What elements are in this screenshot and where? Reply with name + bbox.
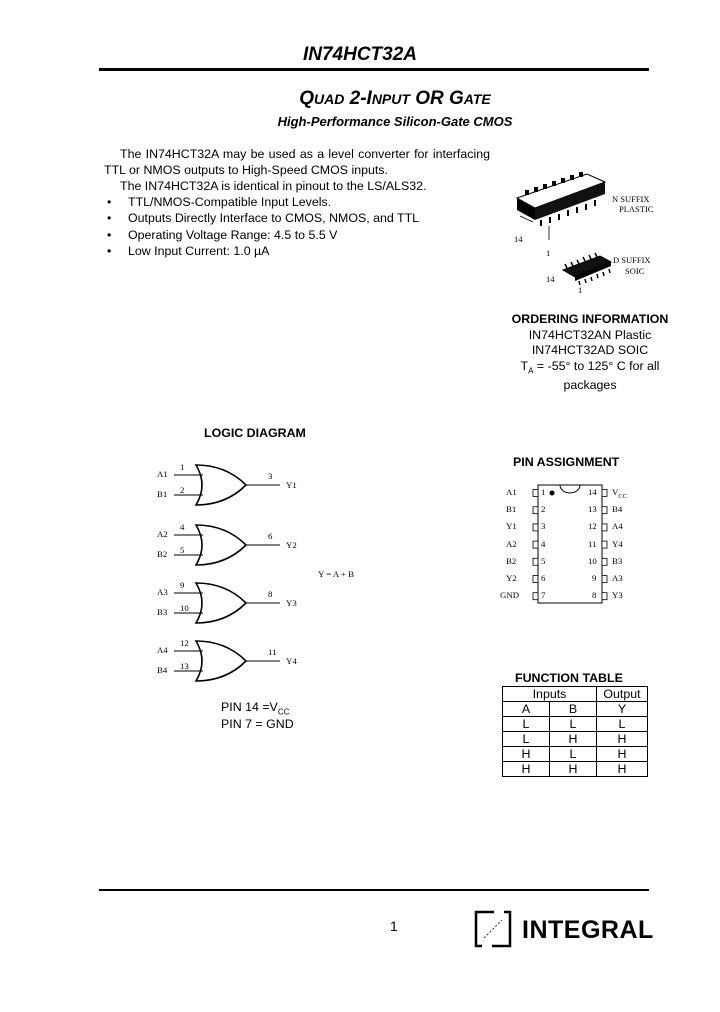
pin-box (602, 507, 607, 514)
pin-right-number: 13 (588, 504, 597, 515)
soic-package-icon (563, 253, 611, 285)
pin-box (602, 524, 607, 531)
description-para-2: The IN74HCT32A is identical in pinout to the LS/ALS32. (120, 179, 427, 193)
pin-left-label: Y2 (506, 573, 517, 583)
pin-left-number: 2 (541, 504, 546, 515)
column-header: B (549, 702, 596, 717)
gate-input-a-label: A3 (157, 587, 168, 597)
gate-pin-b-number: 2 (180, 485, 185, 495)
gate-pin-a-number: 12 (180, 638, 189, 648)
dip-pin1-label: 1 (546, 248, 551, 258)
logic-diagram-heading: LOGIC DIAGRAM (204, 426, 306, 440)
ordering-line: IN74HCT32AN Plastic (528, 327, 652, 342)
or-gate-4 (174, 641, 280, 681)
pin-box (533, 558, 538, 565)
pin-box (533, 541, 538, 548)
description (104, 146, 490, 194)
d-suffix-label: D SUFFIX (613, 255, 651, 265)
package-illustrations (505, 160, 685, 295)
page-title: QUAD 2-INPUT OR GATE (299, 88, 491, 109)
pin-box (602, 593, 607, 600)
pin-right-number: 9 (592, 573, 597, 583)
table-cell: H (597, 747, 648, 762)
gate-input-a-label: A2 (157, 529, 168, 539)
table-cell: H (503, 762, 550, 777)
pin-right-number: 10 (588, 555, 597, 566)
pin-right-label: B3 (612, 555, 623, 566)
ordering-line: packages (563, 378, 617, 393)
pin-left-number: 6 (541, 573, 546, 583)
table-cell: H (503, 747, 550, 762)
gate-input-b-label: B4 (157, 665, 168, 675)
page-subtitle: High-Performance Silicon-Gate CMOS (277, 114, 513, 129)
column-header: A (503, 702, 550, 717)
feature-list (104, 194, 419, 259)
gate-pin-a-number: 1 (180, 462, 185, 472)
ordering-information (498, 312, 682, 394)
pin-left-number: 1 (541, 487, 546, 497)
gate-pin-a-number: 9 (180, 580, 185, 590)
table-row (503, 747, 648, 762)
header-part-number: IN74HCT32A (302, 44, 418, 65)
table-row (503, 717, 648, 732)
pin-left-label: A1 (506, 487, 517, 497)
table-cell: H (549, 762, 596, 777)
table-cell: H (549, 732, 596, 747)
pin-box (533, 490, 538, 497)
footer-rule (99, 889, 649, 891)
table-cell: L (503, 732, 550, 747)
gate-pin-b-number: 13 (180, 661, 189, 671)
gate-output-label: Y3 (286, 598, 297, 608)
function-table-group-row (503, 687, 648, 702)
inputs-group-header: Inputs (503, 687, 597, 702)
pin-box (533, 507, 538, 514)
gate-input-a-label: A1 (157, 469, 168, 479)
pin-right-number: 12 (588, 521, 597, 532)
pin-left-label: B2 (506, 555, 517, 566)
ordering-line: IN74HCT32AD SOIC (531, 343, 649, 357)
table-cell: H (597, 732, 648, 747)
pin-right-label: B4 (612, 504, 623, 515)
or-gate-2 (174, 525, 280, 565)
integral-logo-icon (472, 908, 514, 950)
pin-right-number: 11 (588, 538, 597, 549)
gate-pin-y-number: 6 (268, 531, 273, 541)
soic-pin1-label: 1 (578, 285, 583, 295)
pin-left-label: A2 (506, 538, 517, 549)
pin-box (533, 524, 538, 531)
pin-left-label: GND (500, 590, 520, 601)
pin-right-label: Y3 (612, 590, 623, 601)
gate-pin-y-number: 8 (268, 589, 273, 599)
description-para-1: The IN74HCT32A may be used as a level converter for interfacing TTL or NMOS outputs to High-Speed CMOS inputs. (104, 147, 490, 177)
gate-pin-y-number: 3 (268, 471, 273, 481)
table-cell: H (597, 762, 648, 777)
gate-output-label: Y2 (286, 540, 297, 550)
pin-assignment-heading: PIN ASSIGNMENT (513, 455, 620, 469)
gate-output-label: Y4 (286, 656, 297, 666)
pin-left-number: 5 (541, 555, 546, 566)
or-gate-1 (174, 465, 280, 505)
page-number: 1 (390, 918, 398, 934)
gate-output-label: Y1 (286, 480, 297, 490)
gate-pin-y-number: 11 (268, 647, 277, 657)
pin-box (533, 576, 538, 583)
gate-input-b-label: B2 (157, 549, 168, 559)
table-cell: L (549, 717, 596, 732)
ordering-heading: ORDERING INFORMATION (511, 312, 669, 326)
output-group-header: Output (597, 687, 648, 702)
function-table (502, 686, 648, 777)
gate-input-a-label: A4 (157, 645, 168, 655)
soic-pin14-label: 14 (546, 274, 555, 284)
pin7-note: PIN 7 = GND (221, 717, 294, 731)
table-cell: L (597, 717, 648, 732)
gate-pin-b-number: 5 (180, 545, 185, 555)
gate-pin-b-number: 10 (180, 603, 189, 613)
dip-pin14-label: 14 (514, 234, 523, 244)
logic-equation: Y = A + B (318, 569, 354, 579)
pin-right-label: $V_{CC}$ (612, 487, 628, 500)
pin-left-number: 3 (541, 521, 546, 532)
pin-right-number: 8 (592, 590, 597, 601)
header-rule (99, 68, 649, 71)
pin-box (602, 490, 607, 497)
n-suffix-label: N SUFFIX (612, 194, 650, 204)
or-gate-3 (174, 583, 280, 623)
pin-right-number: 14 (588, 487, 597, 497)
table-cell: L (549, 747, 596, 762)
function-table-heading: FUNCTION TABLE (515, 671, 623, 685)
table-cell: L (503, 717, 550, 732)
feature-item: • TTL/NMOS-Compatible Input Levels. (104, 194, 419, 210)
gate-input-b-label: B1 (157, 489, 168, 499)
pin-left-number: 4 (541, 538, 546, 549)
gate-input-b-label: B3 (157, 607, 168, 617)
d-suffix-type: SOIC (625, 266, 645, 276)
pin-box (602, 558, 607, 565)
pin-right-label: A3 (612, 573, 623, 583)
pin-left-label: Y1 (506, 521, 517, 532)
feature-item: • Low Input Current: 1.0 µA (104, 243, 419, 259)
table-row (503, 732, 648, 747)
function-table-header-row (503, 702, 648, 717)
pin-right-label: A4 (612, 521, 623, 532)
pin-box (602, 576, 607, 583)
pin14-note: PIN $14 =V_{CC}$ (221, 700, 290, 717)
integral-logo-text: INTEGRAL (522, 916, 654, 944)
pin-left-label: B1 (506, 504, 517, 515)
table-row (503, 762, 648, 777)
ordering-temp-range: $T_A = -55^\circ$ to 125° C for all (520, 358, 660, 375)
gate-pin-a-number: 4 (180, 522, 185, 532)
feature-item: • Outputs Directly Interface to CMOS, NMOS, and TTL (104, 210, 419, 226)
pin-box (602, 541, 607, 548)
pin-box (533, 593, 538, 600)
pin-right-label: Y4 (612, 538, 623, 549)
column-header: Y (597, 702, 648, 717)
dip-package-icon (517, 172, 605, 240)
feature-item: • Operating Voltage Range: 4.5 to 5.5 V (104, 227, 419, 243)
pin-left-number: 7 (541, 590, 546, 601)
n-suffix-type: PLASTIC (619, 204, 654, 214)
